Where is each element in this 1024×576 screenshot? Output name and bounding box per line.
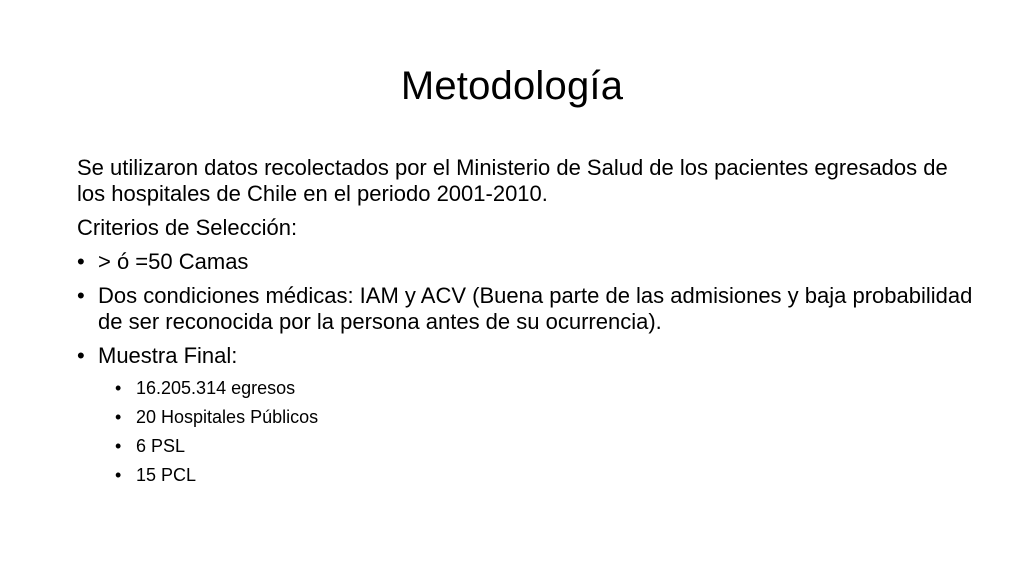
bullet-item-beds: [77, 249, 977, 275]
bullet-icon: •: [77, 343, 85, 368]
bullet-text: > ó =50 Camas: [98, 249, 249, 274]
intro-paragraph: Se utilizaron datos recolectados por el Ministerio de Salud de los pacientes egresados de los hospitales de Chile en el periodo 2001-2010.: [77, 155, 948, 206]
sub-bullet-psl: [115, 435, 977, 457]
bullet-icon: •: [115, 378, 122, 398]
bullet-icon: •: [115, 436, 122, 456]
sub-bullet-text: 16.205.314 egresos: [136, 378, 296, 398]
bullet-icon: •: [77, 283, 85, 308]
bullet-text: Dos condiciones médicas: IAM y ACV (Buena parte de las admisiones y baja probabilidad de ser reconocida por la persona antes de su ocurrencia).: [98, 283, 973, 334]
bullet-item-final-sample: [77, 343, 977, 369]
slide-title: Metodología: [400, 64, 624, 108]
sub-bullet-text: 20 Hospitales Públicos: [136, 407, 319, 427]
sub-bullet-public-hospitals: [115, 406, 977, 428]
slide-content: [77, 155, 977, 493]
sub-bullet-text: 15 PCL: [136, 465, 197, 485]
criteria-heading: Criterios de Selección:: [77, 215, 298, 240]
bullet-icon: •: [115, 465, 122, 485]
sub-bullet-discharges: [115, 377, 977, 399]
bullet-text: Muestra Final:: [98, 343, 238, 368]
sub-bullet-pcl: [115, 464, 977, 486]
bullet-item-conditions: [77, 283, 977, 335]
sub-bullet-text: 6 PSL: [136, 436, 186, 456]
bullet-icon: •: [115, 407, 122, 427]
bullet-icon: •: [77, 249, 85, 274]
